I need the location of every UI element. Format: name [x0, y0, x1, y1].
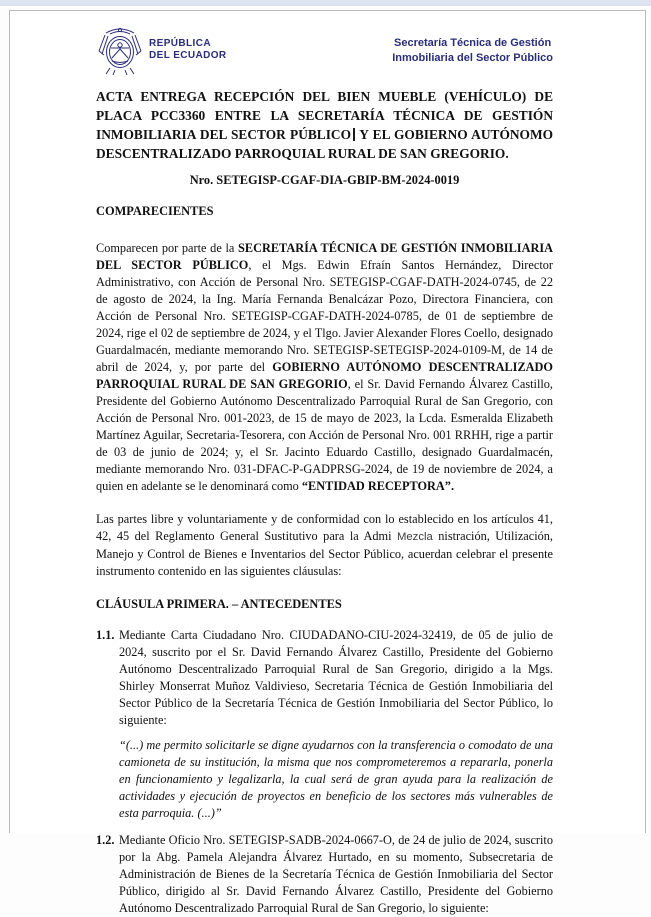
paragraph-comparecientes [96, 240, 553, 495]
text-run: Las partes libre y voluntariamente y de conformidad con lo establecido en los artículos 41, 42, 45 del Reglamento General Sustitutivo para la Admi [96, 512, 553, 543]
text-run: “ENTIDAD RECEPTORA”. [301, 479, 455, 493]
section-heading-clausula-primera: CLÁUSULA PRIMERA. – ANTECEDENTES [96, 597, 342, 611]
list-item-text: Mediante Carta Ciudadano Nro. CIUDADANO-CIU-2024-32419, de 05 de julio de 2024, suscrito por el Sr. David Fernando Álvarez Castillo, Presidente del Gobierno Autónomo Descentralizado Parroquial Rural de San Gregorio, dirigido a la Mgs. Shirley Monserrat Muñoz Valdivieso, Secretaria Técnica de Gestión Inmobiliaria del Sector Público de la Secretaría Técnica de Gestión Inmobiliaria del Sector Público, lo siguiente: [119, 628, 553, 727]
text-run: , el Mgs. Edwin Efraín Santos Hernández, Director Administrativo, con Acción de Personal Nro. SETEGISP-CGAF-DATH-2024-0745, de 22 de agosto de 2024, la Ing. María Fernanda Benalcázar Pozo, Directora Financiera, con Acción de Personal Nro. SETEGISP-CGAF-DATH-2024-0785, de 01 de septiembre de 2024, rige el 02 de septiembre de 2024, y el Tlgo. Javier Alexander Flores Coello, designado Guardalmacén, mediante memorando Nro. SETEGISP-SETEGISP-2024-0109-M, de 14 de abril de 2024, y, por parte del [96, 258, 553, 374]
text-run: Y EL GOBIERNO AUTÓNOMO DESCENTRALIZADO PARROQUIAL RURAL DE SAN GREGORIO. [96, 127, 553, 161]
list-item-1-1 [96, 627, 553, 729]
org-name-line2: Inmobiliaria del Sector Público [392, 51, 553, 64]
text-run: GOBIERNO AUTÓNOMO DESCENTRALIZADO PARROQUIAL RURAL DE SAN GREGORIO [96, 360, 553, 391]
republic-label-line1: REPÚBLICA [149, 38, 211, 49]
list-item-number: 1.2. [96, 833, 115, 847]
republic-logo [96, 24, 227, 76]
document-content [10, 11, 645, 917]
document-title [96, 87, 553, 163]
ecuador-coat-of-arms-icon [96, 24, 144, 76]
paragraph-legal-basis [96, 511, 553, 580]
list-item-1-2 [96, 832, 553, 917]
org-name [392, 36, 553, 66]
list-item-number: 1.1. [96, 628, 115, 642]
text-run: , el Sr. David Fernando Álvarez Castillo, Presidente del Gobierno Autónomo Descentralizado Parroquial Rural de San Gregorio, con Acción de Personal Nro. 001-2023, de 15 de mayo de 2023, la Lcda. Esmeralda Elizabeth Martínez Aguilar, Secretaria-Tesorera, con Acción de Personal Nro. 001 RRHH, rige a partir de 03 de junio de 2024; y, el Sr. Jacinto Eduardo Castillo, designado Guardalmacén, mediante memorando Nro. 031-DFAC-P-GADPRSG-2024, de 19 de noviembre de 2024, a quien en adelante se le denominará como [96, 377, 553, 493]
document-page[interactable] [9, 10, 646, 915]
text-run: SECRETARÍA TÉCNICA DE GESTIÓN INMOBILIARIA DEL SECTOR PÚBLICO [96, 241, 553, 272]
republic-label [149, 38, 227, 62]
letterhead [96, 24, 553, 76]
org-name-line1: Secretaría Técnica de Gestión [394, 37, 552, 49]
list-item-text: Mediante Oficio Nro. SETEGISP-SADB-2024-0667-O, de 24 de julio de 2024, suscrito por la Abg. Pamela Alejandra Álvarez Hurtado, en su momento, Subsecretaria de Administración de Bienes de la Secretaría Técnica de Gestión Inmobiliaria del Sector Público, dirigido al Sr. David Fernando Álvarez Castillo, Presidente del Gobierno Autónomo Descentralizado Parroquial Rural de San Gregorio, lo siguiente: [119, 833, 553, 915]
republic-label-line2: DEL ECUADOR [149, 50, 227, 61]
text-cursor [353, 128, 355, 141]
overlay-artifact-mezcla: Mezcla [396, 531, 433, 543]
blockquote-citizen-request: “(...) me permito solicitarle se digne ayudarnos con la transferencia o comodato de una camioneta de su institución, la misma que nos comprometeremos a repararla, ponerla en funcionamiento y legalizarla, la cual será de gran ayuda para la realización de actividades y ejecución de proyectos en beneficio de los sectores más vulnerables de esta parroquia. (...)” [119, 738, 553, 820]
section-heading-comparecientes: COMPARECIENTES [96, 204, 214, 218]
text-run: nistración, Utilización, Manejo y Control de Bienes e Inventarios del Sector Público, acuerdan celebrar el presente instrumento contenido en las siguientes cláusulas: [96, 529, 554, 578]
document-number: Nro. SETEGISP-CGAF-DIA-GBIP-BM-2024-0019 [189, 173, 460, 187]
text-run: Comparecen por parte de la [96, 241, 239, 255]
text-run: ACTA ENTREGA RECEPCIÓN DEL BIEN MUEBLE (VEHÍCULO) DE PLACA PCC3360 ENTRE LA SECRETARÍA TÉCNICA DE GESTIÓN INMOBILIARIA DEL SECTOR PÚBLICO [96, 89, 553, 142]
window-top-strip [0, 0, 651, 6]
